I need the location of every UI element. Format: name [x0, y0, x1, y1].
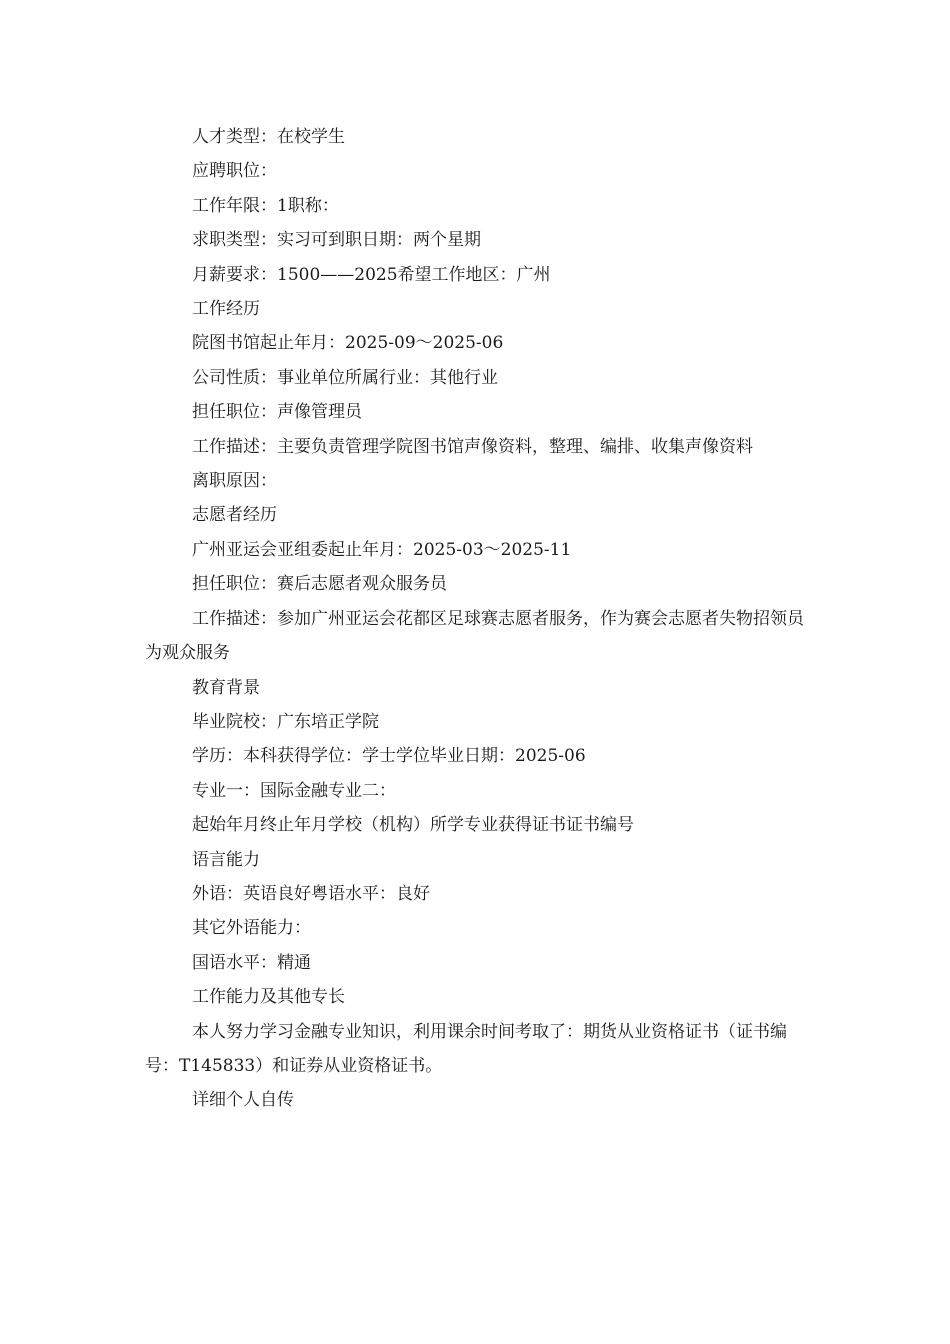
- job-type-line: 求职类型：实习可到职日期：两个星期: [192, 230, 481, 251]
- work-years-line: 工作年限：1职称：: [192, 195, 339, 216]
- work-description-line: 工作描述：主要负责管理学院图书馆声像资料，整理、编排、收集声像资料: [192, 436, 753, 457]
- major-line: 专业一：国际金融专业二：: [192, 780, 396, 801]
- skills-paragraph: 本人努力学习金融专业知识，利用课余时间考取了：期货从业资格证书（证书编号：T145833）和证券从业资格证书。: [145, 1021, 787, 1076]
- section-heading-language: 语言能力: [192, 849, 260, 870]
- talent-type-line: 人才类型：在校学生: [192, 127, 345, 147]
- section-heading-skills: 工作能力及其他专长: [192, 987, 345, 1008]
- salary-line: 月薪要求：1500——2025希望工作地区：广州: [192, 264, 551, 285]
- resume-body: [145, 120, 810, 1118]
- leave-reason-line: 离职原因：: [192, 471, 277, 492]
- section-heading-volunteer: 志愿者经历: [192, 505, 277, 526]
- section-heading-work-experience: 工作经历: [192, 299, 260, 320]
- volunteer-role-line: 担任职位：赛后志愿者观众服务员: [192, 574, 447, 595]
- company-nature-line: 公司性质：事业单位所属行业：其他行业: [192, 367, 498, 388]
- mandarin-level-line: 国语水平：精通: [192, 952, 311, 973]
- foreign-language-line: 外语：英语良好粤语水平：良好: [192, 883, 430, 904]
- employer-period-line: 院图书馆起止年月：2025-09～2025-06: [192, 333, 504, 354]
- other-language-line: 其它外语能力：: [192, 918, 311, 939]
- certificate-header-line: 起始年月终止年月学校（机构）所学专业获得证书证书编号: [192, 815, 634, 836]
- school-line: 毕业院校：广东培正学院: [192, 711, 379, 732]
- section-heading-education: 教育背景: [192, 677, 260, 698]
- section-heading-autobiography: 详细个人自传: [192, 1090, 294, 1111]
- volunteer-org-period-line: 广州亚运会亚组委起止年月：2025-03～2025-11: [192, 539, 572, 560]
- applied-position-line: 应聘职位：: [192, 161, 277, 182]
- degree-line: 学历：本科获得学位：学士学位毕业日期：2025-06: [192, 746, 586, 767]
- volunteer-description-line: 工作描述：参加广州亚运会花都区足球赛志愿者服务，作为赛会志愿者失物招领员为观众服务: [145, 608, 804, 664]
- work-role-line: 担任职位：声像管理员: [192, 402, 362, 423]
